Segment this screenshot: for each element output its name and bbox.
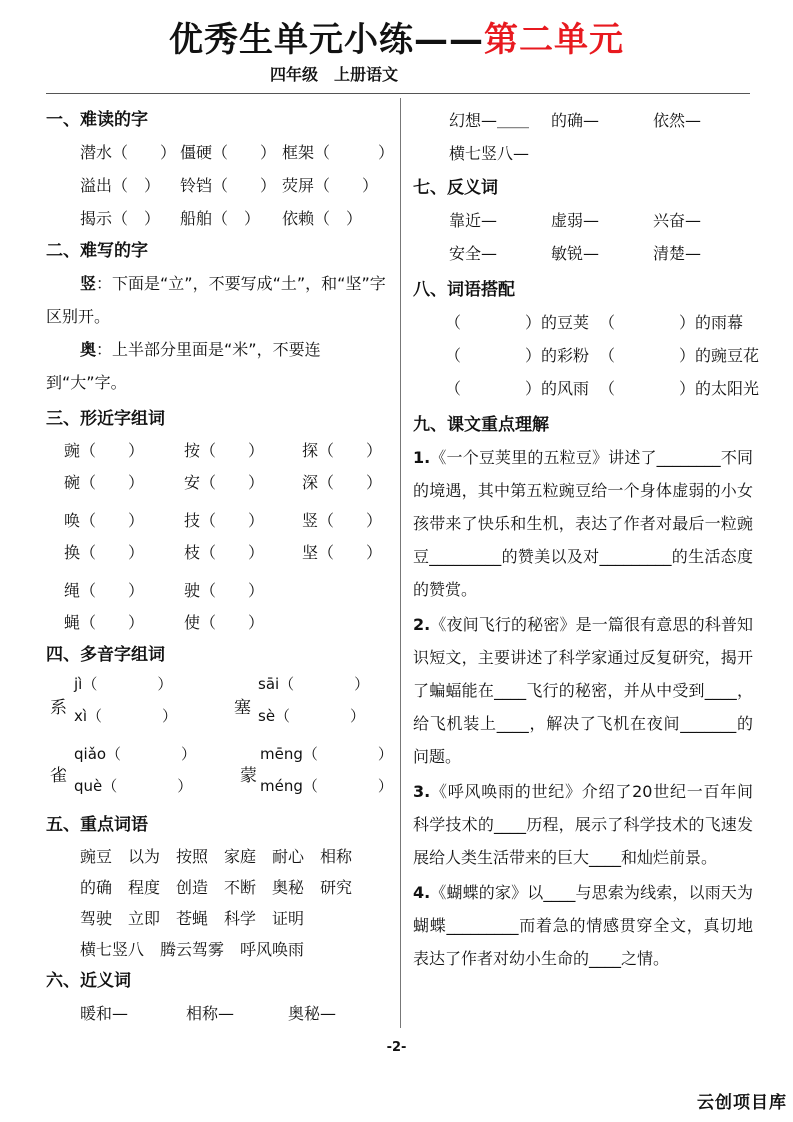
question-item (413, 876, 753, 975)
collocation-blank: （ ）的豌豆花 (599, 346, 760, 365)
header-divider (46, 93, 750, 94)
word-blank: 横七竖八— (449, 144, 530, 163)
list-item: 驾驶 立即 苍蝇 科学 证明 (80, 909, 305, 928)
section-heading: 八、词语搭配 (413, 280, 515, 300)
list-item (413, 137, 753, 170)
word-blank: 幻想—＿＿ (449, 111, 530, 130)
polyphone-char: 蒙 (240, 766, 257, 786)
list-item: 豌豆 以为 按照 家庭 耐心 相称 (80, 847, 353, 866)
list-item (413, 339, 760, 372)
paragraph-text: ：下面是“立”，不要写成“土”，和“坚”字区别开。 (46, 274, 386, 326)
word-blank: 溢出（ ） (80, 176, 161, 195)
word-blank: 奥秘— (288, 1004, 337, 1023)
list-item (413, 204, 753, 237)
list-item: 的确 程度 创造 不断 奥秘 研究 (80, 878, 353, 897)
question-text: 《蝴蝶的家》以____与思索为线索，以雨天为蝴蝶_________而着急的情感贯穿全文，真切地表达了作者对幼小生命的____之情。 (413, 883, 753, 968)
section-heading: 二、难写的字 (46, 241, 148, 261)
pinyin-blank: méng（ ） (260, 777, 393, 795)
list-item (413, 237, 753, 270)
title-main: 优秀生单元小练—— (169, 20, 484, 60)
word-blank: 枝（ ） (184, 543, 265, 562)
word-blank: 竖（ ） (302, 511, 383, 530)
polyphone-char: 系 (50, 698, 67, 718)
word-blank: 铃铛（ ） (180, 176, 277, 195)
section-heading: 七、反义词 (413, 178, 498, 198)
word-blank: 按（ ） (184, 441, 265, 460)
word-blank: 坚（ ） (302, 543, 383, 562)
question-item (413, 608, 753, 773)
question-number: 3. (413, 782, 431, 801)
word-blank: 荧屏（ ） (282, 176, 379, 195)
word-blank: 使（ ） (184, 613, 265, 632)
word-blank: 换（ ） (64, 543, 145, 562)
word-blank: 探（ ） (302, 441, 383, 460)
question-item (413, 441, 753, 606)
pinyin-blank: sè（ ） (258, 707, 366, 725)
paragraph-text: ：上半部分里面是“米”，不要连到“大”字。 (46, 340, 321, 392)
list-item (64, 575, 391, 607)
pinyin-blank: qiǎo（ ） (74, 745, 197, 763)
word-blank: 揭示（ ） (80, 209, 161, 228)
pinyin-blank: què（ ） (74, 777, 193, 795)
list-item: 横七竖八 腾云驾雾 呼风唤雨 (80, 940, 305, 959)
word-blank: 靠近— (449, 211, 498, 230)
polyphone-row (46, 739, 391, 809)
list-item (413, 372, 760, 405)
word-blank: 安全— (449, 244, 498, 263)
word-blank: 暖和— (80, 1004, 129, 1023)
pinyin-blank: mēng（ ） (260, 745, 393, 763)
page-number: -2- (386, 1040, 407, 1055)
question-item (413, 775, 753, 874)
collocation-blank: （ ）的彩粉 (445, 346, 590, 365)
word-blank: 清楚— (653, 244, 702, 263)
section-heading: 六、近义词 (46, 971, 131, 991)
question-number: 4. (413, 883, 431, 902)
word-blank: 兴奋— (653, 211, 702, 230)
word-blank: 安（ ） (184, 473, 265, 492)
column-divider (400, 98, 401, 1028)
paragraph (46, 333, 391, 399)
word-blank: 依然— (653, 111, 702, 130)
word-blank: 驶（ ） (184, 581, 265, 600)
word-blank: 蝇（ ） (64, 613, 145, 632)
collocation-blank: （ ）的雨幕 (599, 313, 744, 332)
subtitle: 四年级 上册语文 (270, 65, 399, 84)
word-blank: 虚弱— (551, 211, 600, 230)
polyphone-char: 塞 (234, 698, 251, 718)
section-heading: 一、难读的字 (46, 110, 148, 130)
section-heading: 四、多音字组词 (46, 645, 165, 665)
section-heading: 三、形近字组词 (46, 409, 165, 429)
list-item (64, 537, 391, 575)
polyphone-char: 雀 (50, 766, 67, 786)
list-item (413, 306, 753, 339)
highlight-char: 奥 (80, 340, 97, 359)
list-item (80, 136, 395, 169)
list-item (64, 435, 391, 467)
question-text: 《一个豆荚里的五粒豆》讲述了________不同的境遇，其中第五粒豌豆给一个身体虚弱的小女孩带来了快乐和生机，表达了作者对最后一粒豌豆_________的赞美以及对_________的生活态度的赞赏。 (413, 448, 753, 599)
title-unit: 第二单元 (484, 20, 624, 60)
collocation-blank: （ ）的太阳光 (599, 379, 760, 398)
word-blank: 僵硬（ ） (180, 143, 277, 162)
word-blank: 深（ ） (302, 473, 383, 492)
collocation-blank: （ ）的豆荚 (445, 313, 590, 332)
right-column (413, 104, 760, 975)
section-heading: 五、重点词语 (46, 815, 148, 835)
list-item (413, 104, 753, 137)
word-blank: 豌（ ） (64, 441, 145, 460)
word-blank: 相称— (186, 1004, 235, 1023)
word-blank: 框架（ ） (282, 143, 395, 162)
pinyin-blank: jì（ ） (74, 675, 173, 693)
word-blank: 碗（ ） (64, 473, 145, 492)
question-number: 2. (413, 615, 431, 634)
collocation-blank: （ ）的风雨 (445, 379, 590, 398)
page-title (0, 12, 793, 61)
watermark: 云创项目库 (697, 1093, 787, 1113)
question-text: 《夜间飞行的秘密》是一篇很有意思的科普知识短文，主要讲述了科学家通过反复研究，揭开了蝙蝠能在____飞行的秘密，并从中受到____，给飞机装上____，解决了飞机在夜间_______的问题。 (413, 615, 753, 766)
question-text: 《呼风唤雨的世纪》介绍了20世纪一百年间科学技术的____历程，展示了科学技术的飞速发展给人类生活带来的巨大____和灿烂前景。 (413, 782, 753, 867)
word-blank: 技（ ） (184, 511, 265, 530)
left-column (46, 104, 395, 1030)
list-item (80, 169, 391, 202)
question-number: 1. (413, 448, 431, 467)
word-blank: 唤（ ） (64, 511, 145, 530)
word-blank: 船舶（ ） (180, 209, 261, 228)
pinyin-blank: xì（ ） (74, 707, 178, 725)
word-blank: 依赖（ ） (282, 209, 363, 228)
paragraph (46, 267, 391, 333)
word-blank: 的确— (551, 111, 600, 130)
list-item (64, 607, 391, 639)
section-heading: 九、课文重点理解 (413, 415, 549, 435)
list-item (64, 505, 391, 537)
word-blank: 潜水（ ） (80, 143, 177, 162)
word-blank: 绳（ ） (64, 581, 145, 600)
list-item (46, 997, 391, 1030)
highlight-char: 竖 (80, 274, 97, 293)
word-blank: 敏锐— (551, 244, 600, 263)
polyphone-row (46, 671, 391, 735)
list-item (80, 202, 391, 235)
list-item (64, 467, 391, 505)
pinyin-blank: sāi（ ） (258, 675, 370, 693)
